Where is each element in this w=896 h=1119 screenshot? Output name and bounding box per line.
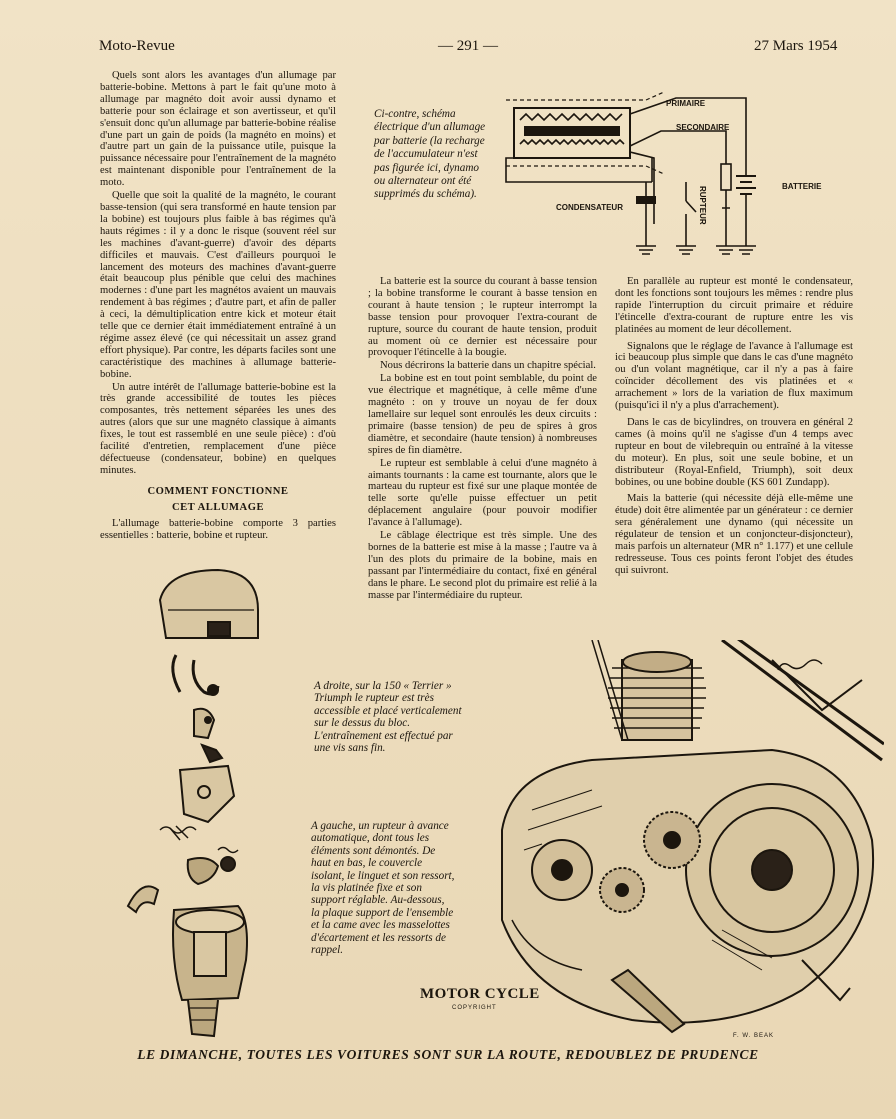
artist-signature: F. W. BEAK xyxy=(733,1033,775,1039)
paragraph: Un autre intérêt de l'allumage batterie-bobine est la très grande accessibilité de toutes les pièces composantes, très nettement séparées les unes des autres (alors que sur une magnéto classique à aimants fixes, le tout est rassemblé en une seule pièce) : d'où facilité d'entretien, remplacement d'une pièce défectueuse (condensateur, bobine) en quelques minutes. xyxy=(100,381,336,476)
secondary-winding xyxy=(520,140,624,144)
paragraph: Nous décrirons la batterie dans un chapitre spécial. xyxy=(380,360,596,372)
paragraph: Signalons que le réglage de l'avance à l'allumage est ici beaucoup plus simple que dans le cas d'une magnéto ou d'un volant magnétique, car il n'y a pas à faire coïncider décollement des vis platinées et « arrachement » lors de la variation de flux maximum (puisqu'ici il n'y a plus d'arrachement). xyxy=(615,340,853,412)
iron-core xyxy=(524,126,620,136)
paragraph: Quelle que soit la qualité de la magnéto, le courant basse-tension (qui sera transformé en haute tension par la bobine) est toujours plus faible à bas régimes qu'à hauts régimes : il y a donc le risque (souvent réel sur les machines d'avant-guerre) d'avoir des départs difficiles et mauvais. C'est d'ailleurs pourquoi le lancement des moteurs des machines d'avant-guerre était beaucoup plus pénible que celui des machines modernes : d'une part les magnétos avaient un mauvais rendement à bas régimes ; d'autre part, et afin de paller à ceci, la démultiplication entre kick et moteur était telle que ce dernier était immédiatement entraîné à un régime assez élevé (ce qui nécessitait un assez grand effort physique). Par contre, les départs faciles sont une caractéristique des machines à allumage batterie-bobine. xyxy=(100,190,336,380)
ignition-circuit-diagram xyxy=(486,86,822,258)
magazine-name: Moto-Revue xyxy=(99,38,175,54)
section-heading: COMMENT FONCTIONNE xyxy=(147,485,289,497)
label-condensateur: CONDENSATEUR xyxy=(556,203,623,212)
motor-cycle-logo: MOTOR CYCLE xyxy=(420,986,540,1002)
paragraph: Quels sont alors les avantages d'un allumage par batterie-bobine. Mettons à part le fait qu'une moto à allumage par magnéto doit avoir aussi dynamo et batterie pour son éclairage et son avertisseur, et qu'il s'ensuit donc qu'un allumage par batterie-bobine réalise d'une part un gain de poids (la magnéto en moins) et d'autre part un gain de la puissance utile, puisque la puissance nécessaire pour l'entraînement de la magnéto est maintenant disponible pour l'entraînement de la moto. xyxy=(100,70,336,189)
paragraph: En parallèle au rupteur est monté le condensateur, dont les fonctions sont toujours les mêmes : rendre plus rapide l'interruption du circuit primaire et réduire l'étincelle d'extra-courant de rupture entre les vis platinées au moment de leur décollement. xyxy=(615,276,853,335)
paragraph: La batterie est la source du courant à basse tension ; la bobine transforme le courant à basse tension en courant à haute tension ; le rupteur interrompt la basse tension pour provoquer l'extra-courant de rupture, source du courant de haute tension, produit au moment où ce dernier est nécessaire pour provoquer l'étincelle à la bougie. xyxy=(368,276,597,359)
exploded-rupteur-illustration xyxy=(118,560,318,1040)
caption-left-parts: A gauche, un rupteur à avance automatique, dont tous les éléments sont démontés. De haut en bas, le couvercle isolant, le linguet et son ressort, la vis platinée fixe et son support réglable. Au-dessous, la plaque support de l'ensemble et la came avec les masselottes d'écartement et les ressorts de rappel. xyxy=(311,820,455,957)
paragraph: La bobine est en tout point semblable, du point de vue électrique et magnétique, à celle même d'une magnéto : on y trouve un noyau de fer doux lamellaire sur lequel sont enroulés les deux circuits : primaire (basse tension) de peu de spires à gros diamètre, et secondaire (haute tension) à nombreuses spires de fin diamètre. xyxy=(368,373,597,456)
left-column xyxy=(100,70,336,541)
label-secondaire: SECONDAIRE xyxy=(676,123,730,132)
issue-date: 27 Mars 1954 xyxy=(754,38,838,54)
copyright-mark: COPYRIGHT xyxy=(452,1005,497,1011)
paragraph: Le câblage électrique est très simple. Une des bornes de la batterie est mise à la masse ; l'autre va à l'un des plots du primaire de la bobine, mais en passant par l'intermédiaire du contact, fixé en général dans le phare. Le second plot du primaire est relié à la masse par l'intermédiaire du rupteur. xyxy=(368,530,597,601)
support-plate xyxy=(180,766,234,822)
diagram-caption: Ci-contre, schéma électrique d'un allumage par batterie (la recharge de l'accumulateur n'est pas figurée ici, dynamo ou alternateur ont été supprimés du schéma). xyxy=(374,108,486,201)
paragraph: L'allumage batterie-bobine comporte 3 parties essentielles : batterie, bobine et rupteur. xyxy=(100,517,336,541)
paragraph: Dans le cas de bicylindres, on trouvera en général 2 cames (à moins qu'il ne s'agisse d'un 4 temps avec rupteur en bout de vilebrequin ou entraîné à la vitesse du moteur). En plus, soit une seule bobine, et un distributeur (Royal-Enfield, Triumph), soit deux bobines, ou une bobine double (KS 601 Zundapp). xyxy=(615,416,853,488)
paragraph: Mais la batterie (qui nécessite déjà elle-même une étude) doit être alimentée par un générateur : ce dernier sera généralement une dynamo (qui nécessite un régulateur de tension et un conjoncteur-disjoncteur), mais parfois un alternateur (MR n° 1.177) et une cellule redresseuse. Tous ces points feront l'objet des études qui suivront. xyxy=(615,493,853,576)
cover-terminal xyxy=(208,622,230,636)
right-column xyxy=(615,276,853,577)
section-subheading: CET ALLUMAGE xyxy=(171,501,265,513)
primary-winding xyxy=(520,114,622,120)
lever-arm xyxy=(128,886,158,912)
page-number: — 291 — xyxy=(438,38,498,54)
caption-right-engine: A droite, sur la 150 « Terrier » Triumph le rupteur est très accessible et placé verticalement sur le dessus du bloc. L'entraînement est effectué par une vis sans fin. xyxy=(314,680,462,755)
label-primaire: PRIMAIRE xyxy=(666,99,706,108)
paragraph: Le rupteur est semblable à celui d'une magnéto à aimants tournants : la came est tournante, alors que le marteau du rupteur est fixé sur une plaque montée de telle sorte qu'elle puisse effectuer un petit déplacement angulaire (pour pouvoir modifier l'avance à l'allumage). xyxy=(368,457,597,529)
label-rupteur: RUPTEUR xyxy=(698,186,707,225)
triumph-terrier-engine-illustration xyxy=(472,640,884,1040)
footer-slogan: LE DIMANCHE, TOUTES LES VOITURES SONT SUR LA ROUTE, REDOUBLEZ DE PRUDENCE xyxy=(137,1047,759,1062)
cam-masselottes xyxy=(188,858,218,884)
label-batterie: BATTERIE xyxy=(782,182,822,191)
middle-column xyxy=(368,276,597,601)
